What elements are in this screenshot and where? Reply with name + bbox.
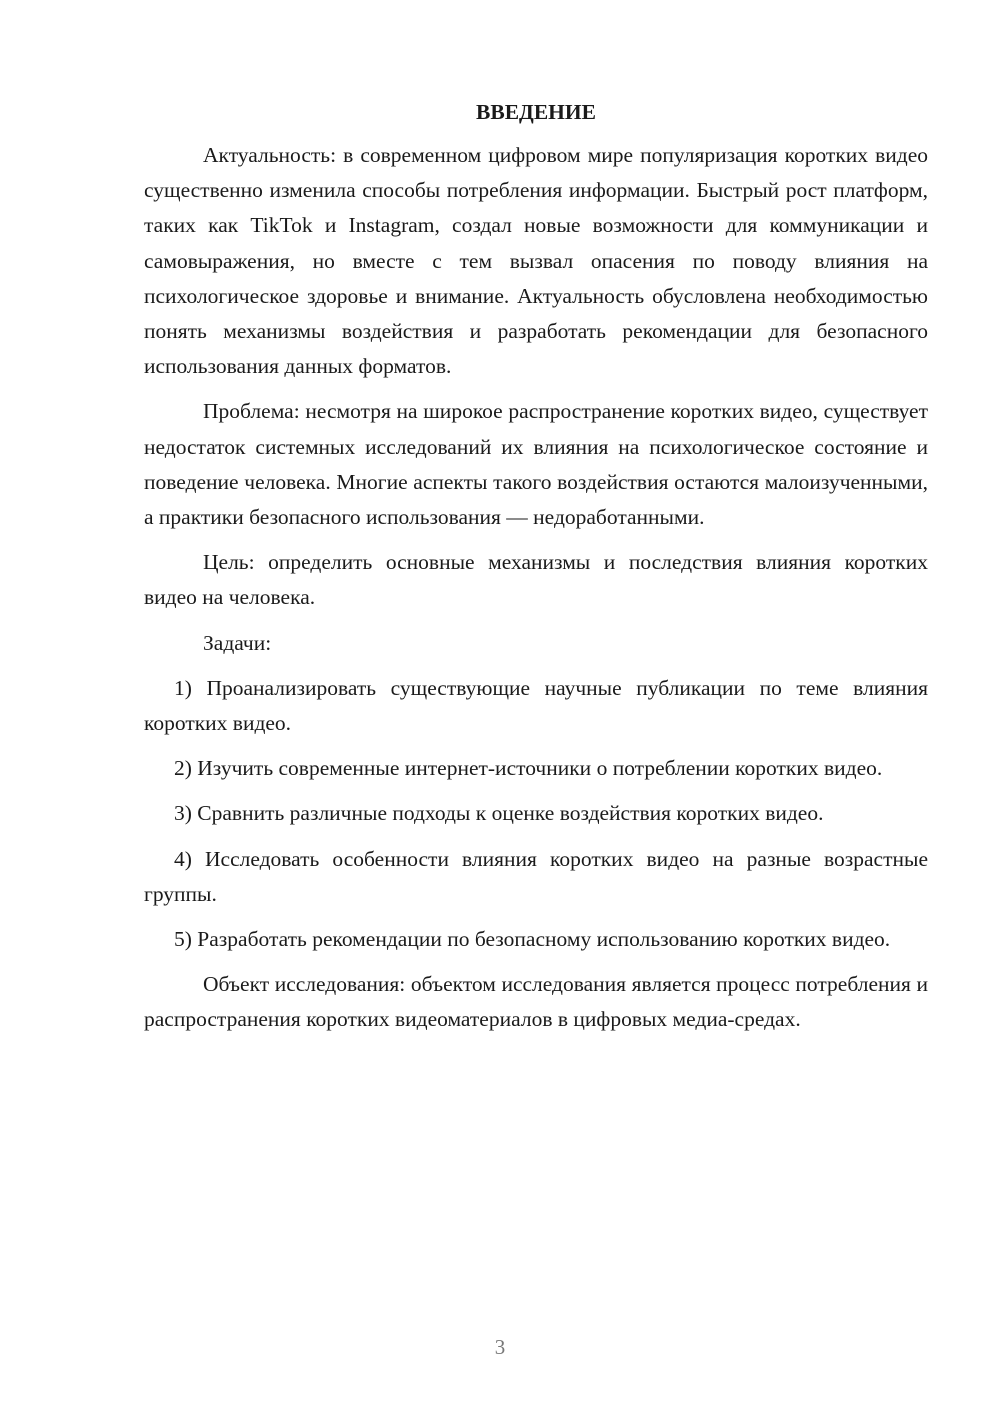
task-item: 4) Исследовать особенности влияния коротких видео на разные возрастные группы. — [144, 846, 928, 906]
tasks-heading: Задачи: — [203, 630, 272, 655]
tasks-list — [144, 671, 928, 957]
task-item: 1) Проанализировать существующие научные публикации по теме влияния коротких видео. — [144, 675, 928, 736]
section-title: ВВЕДЕНИЕ — [476, 100, 596, 124]
task-item: 2) Изучить современные интернет-источники о потреблении коротких видео. — [174, 756, 883, 781]
paragraph-problem: Проблема: несмотря на широкое распространение коротких видео, существует недостаток системных исследований их влияния на психологическое состояние и поведение человека. Многие аспекты такого воздействия остаются малоизученными, а практики безопасного использования — недоработанными. — [144, 399, 928, 530]
page-number: 3 — [494, 1335, 506, 1359]
paragraph-goal: Цель: определить основные механизмы и последствия влияния коротких видео на человека. — [144, 550, 928, 610]
paragraph-object: Объект исследования: объектом исследования является процесс потребления и распространения коротких видеоматериалов в цифровых медиа-средах. — [144, 972, 928, 1032]
task-item: 3) Сравнить различные подходы к оценке воздействия коротких видео. — [174, 801, 824, 826]
task-item: 5) Разработать рекомендации по безопасному использованию коротких видео. — [174, 927, 891, 952]
page-content — [144, 96, 928, 1038]
paragraph-relevance: Актуальность: в современном цифровом мире популяризация коротких видео существенно изменила способы потребления информации. Быстрый рост платформ, таких как TikTok и Instagram, создал новые возможности для коммуникации и самовыражения, но вместе с тем вызвал опасения по поводу влияния на психологическое здоровье и внимание. Актуальность обусловлена необходимостью понять механизмы воздействия и разработать рекомендации для безопасного использования данных форматов. — [144, 143, 928, 379]
